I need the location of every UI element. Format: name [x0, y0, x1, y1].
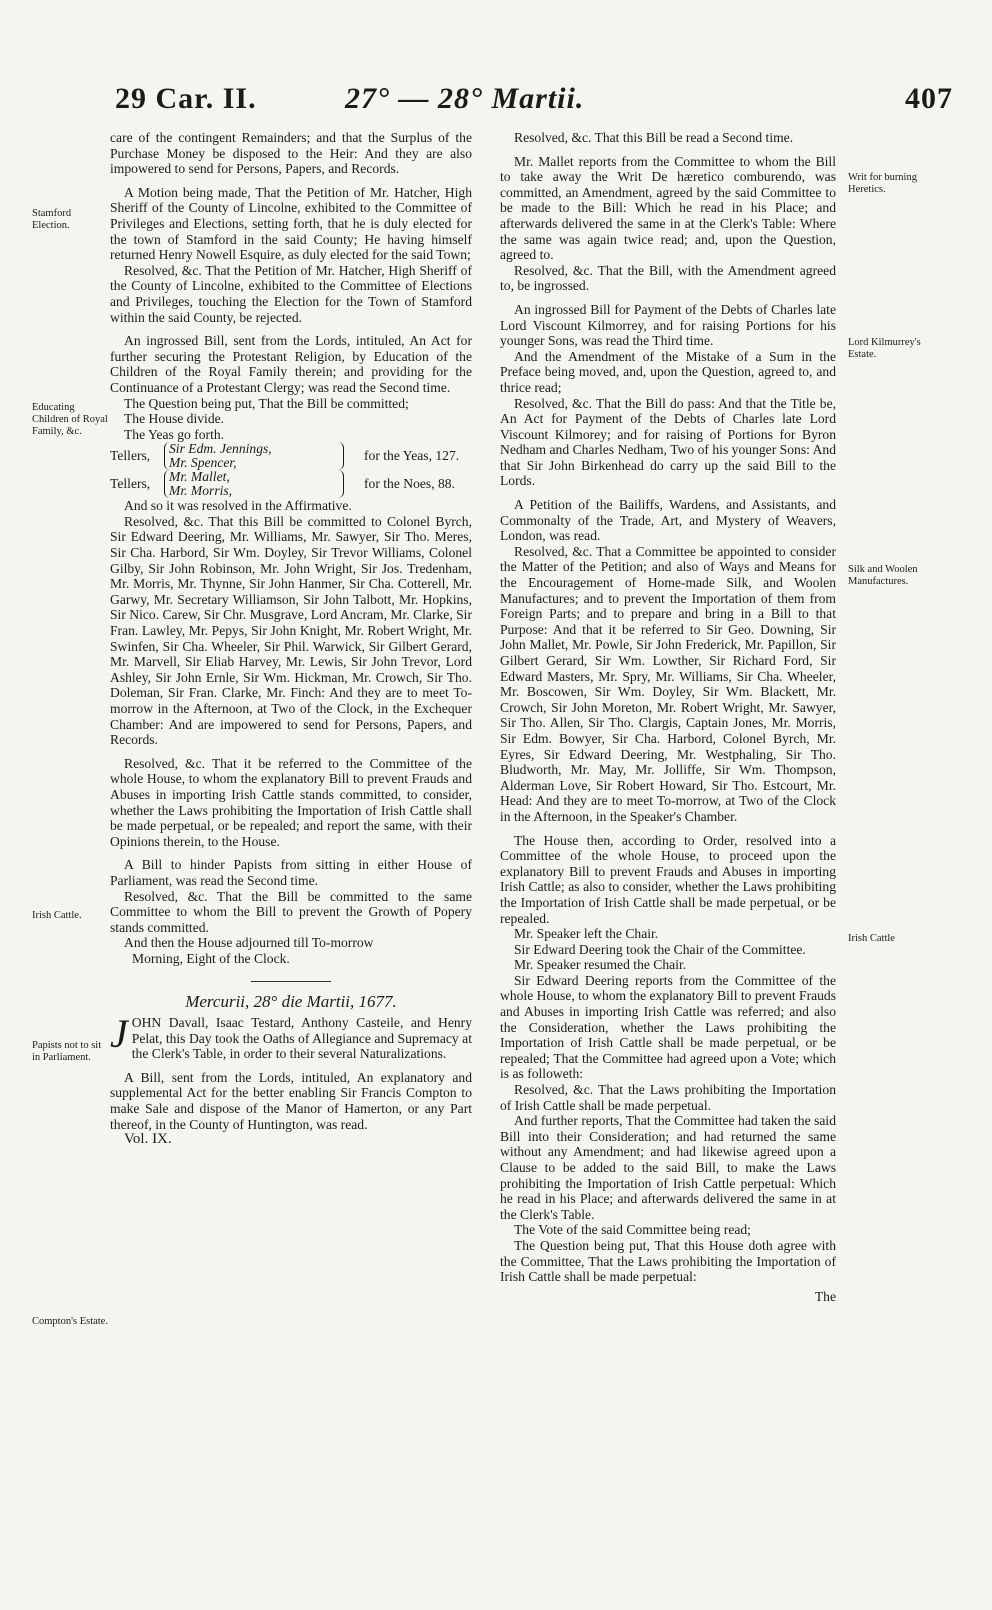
- paragraph: Resolved, &c. That this Bill be committed to Colonel Byrch, Sir Edward Deering, Mr. Williams, Mr. Sawyer, Sir Tho. Meres, Sir Cha. Harbord, Sir Wm. Doyley, Sir Trevor Williams, Colonel Gilby, Sir John Robinson, Mr. John Wright, Sir Jos. Tredenham, Mr. Morris, Mr. Thynne, Sir John Hanmer, Sir Cha. Cotterell, Mr. Garwy, Mr. Secretary Williamson, Sir John Talbott, Mr. Hopkins, Sir Nico. Carew, Sir Chr. Musgrave, Lord Ancram, Mr. Clarke, Sir Fran. Lawley, Mr. Pepys, Sir John Knight, Mr. Robert Wright, Mr. Swinfen, Sir Cha. Wheeler, Sir Phil. Warwick, Sir Gilbert Gerard, Mr. Marvell, Sir Eliab Harvey, Mr. Lewis, Sir John Trevor, Lord Ashley, Sir John Ernle, Sir Wm. Hickman, Mr. Crowch, Sir Tho. Doleman, Sir Fran. Clarke, Mr. Finch: And they are to meet To-morrow in the Afternoon, at Two of the Clock, in the Exchequer Chamber: And are impowered to send for Persons, Papers, and Records.: [110, 513, 472, 748]
- paragraph: care of the contingent Remainders; and that the Surplus of the Purchase Money be disposed to the Heir: And they are also impowered to send for Persons, Papers, and Records.: [110, 130, 472, 177]
- paragraph: [110, 1011, 472, 1062]
- paragraph: The Question being put, That this House doth agree with the Committee, That the Laws prohibiting the Importation of Irish Cattle shall be made perpetual:: [500, 1237, 836, 1285]
- brace: [319, 442, 344, 470]
- day-heading: Mercurii, 28° die Martii, 1677.: [185, 991, 397, 1011]
- paragraph: An ingrossed Bill for Payment of the Debts of Charles late Lord Viscount Kilmorrey, and for raising Portions for his younger Sons, was read the Third time.: [500, 301, 836, 349]
- tellers-yeas: [110, 442, 472, 470]
- paragraph: Resolved, &c. That the Bill, with the Amendment agreed to, be ingrossed.: [500, 262, 836, 294]
- side-note-irish-cattle: Irish Cattle.: [32, 910, 82, 921]
- tellers-label: Tellers,: [110, 476, 151, 492]
- teller-name: Mr. Morris,: [169, 483, 233, 499]
- paragraph: The House divide.: [124, 411, 225, 427]
- brace: [319, 470, 344, 498]
- paragraph: Mr. Speaker resumed the Chair.: [514, 957, 687, 973]
- paragraph: Sir Edward Deering took the Chair of the Committee.: [514, 941, 806, 957]
- paragraph: And the Amendment of the Mistake of a Sum in the Preface being moved, and, upon the Question, agreed to, and thrice read;: [500, 348, 836, 395]
- paragraph: The Yeas go forth.: [124, 426, 225, 442]
- paragraph: Resolved, &c. That it be referred to the Committee of the whole House, to whom the explanatory Bill to prevent Frauds and Abuses in importing Irish Cattle stands committed, to consider, whether the Laws prohibiting the Importation of Irish Cattle shall be made perpetual, or be repealed; and report the same, with their Opinions therein, to the House.: [110, 755, 472, 849]
- adjournment: [110, 935, 472, 966]
- paragraph-text: OHN Davall, Isaac Testard, Anthony Casteile, and Henry Pelat, this Day took the Oaths of Allegiance and Supremacy at the Clerk's Table, in order to their several Naturalizations.: [131, 1015, 472, 1062]
- paragraph: The Question being put, That the Bill be committed;: [124, 395, 409, 411]
- paragraph: Sir Edward Deering reports from the Committee of the whole House, to whom the explanatory Bill to prevent Frauds and Abuses in importing Irish Cattle was referred; and also the Consideration, whether the Laws prohibiting the Importation of Irish Cattle shall be made perpetual, or be repealed; That the Committee had agreed upon a Vote; which is as followeth:: [500, 972, 837, 1082]
- adjournment-line: Morning, Eight of the Clock.: [132, 950, 290, 966]
- volume-signature: Vol. IX.: [124, 1131, 172, 1148]
- side-note-silk-woolen: Silk and Woolen Manufactures.: [848, 564, 918, 587]
- drop-cap: J: [110, 1011, 128, 1057]
- teller-name: Mr. Mallet,: [169, 469, 230, 485]
- paragraph: Resolved, &c. That the Laws prohibiting the Importation of Irish Cattle shall be made perpetual.: [500, 1082, 836, 1113]
- paragraph: Mr. Mallet reports from the Committee to whom the Bill to take away the Writ De hæretico comburendo, was committed, an Amendment, agreed by the said Committee to be made to the Bill: Which he read in his Place; and afterwards delivered the same in at the Clerk's Table: Where the same was again twice read; and, upon the Question, agreed to.: [500, 153, 836, 263]
- side-note-kilmurrey: Lord Kilmurrey's Estate.: [848, 337, 921, 360]
- paragraph: A Motion being made, That the Petition of Mr. Hatcher, High Sheriff of the County of Lincolne, exhibited to the Committee of Privileges and Elections, setting forth, that he is duly elected for the town of Stamford in the said County; He having himself returned Henry Nowell Esquire, as duly elected for the said Town;: [110, 184, 472, 263]
- tellers-result: for the Yeas, 127.: [364, 448, 460, 464]
- side-note-irish-cattle-right: Irish Cattle: [848, 933, 895, 944]
- teller-name: Mr. Spencer,: [169, 455, 237, 471]
- teller-name: Sir Edm. Jennings,: [169, 441, 272, 457]
- paragraph: Resolved, &c. That a Committee be appointed to consider the Matter of the Petition; and also of Ways and Means for the Encouragement of Home-made Silk, and Woolen Manufactures; and to prevent the Importation of them from Foreign Parts; and to prepare and bring in a Bill to that Purpose: And that it be referred to Sir Geo. Downing, Sir John Mallet, Mr. Powle, Sir John Frederick, Mr. Papillon, Sir Gilbert Gerard, Sir Wm. Lowther, Sir Richard Ford, Sir Edward Masters, Mr. Spry, Mr. Williams, Sir Cha. Wheeler, Mr. Boscowen, Sir Wm. Doyley, Sir Wm. Blackett, Mr. Crowch, Sir John Moreton, Mr. Robert Wright, Mr. Sawyer, Sir Tho. Allen, Sir Tho. Clargis, Captain Jones, Mr. Morris, Sir Edm. Bowyer, Sir Cha. Harbord, Colonel Byrch, Mr. Eyres, Sir Edward Deering, Mr. Westphaling, Sir Tho. Bludworth, Mr. May, Mr. Jolliffe, Sir Wm. Thompson, Alderman Love, Sir Robert Howard, Sir Tho. Estcourt, Mr. Head: And they are to meet To-morrow, at Two of the Clock in the Afternoon, in the Speaker's Chamber.: [500, 543, 836, 824]
- tellers-label: Tellers,: [110, 448, 151, 464]
- side-note-stamford: Stamford Election.: [32, 208, 72, 231]
- catchword: The: [814, 1288, 836, 1304]
- paragraph: And further reports, That the Committee had taken the said Bill into their Consideration; and had returned the same without any Amendment; and had likewise agreed upon a Clause to be added to the said Bill, to make the Laws prohibiting the Importation of Irish Cattle perpetual: Which he read in his Place; and afterwards delivered the same in at the Clerk's Table.: [500, 1113, 836, 1222]
- paragraph: Resolved, &c. That the Petition of Mr. Hatcher, High Sheriff of the County of Lincolne, exhibited to the Committee of Elections and Privileges, touching the Election for the Town of Stamford within the said County, be rejected.: [110, 262, 472, 325]
- paragraph: The House then, according to Order, resolved into a Committee of the whole House, to proceed upon the explanatory Bill to prevent Frauds and Abuses in importing Irish Cattle; as also to consider, whether the Laws prohibiting the Importation of Irish Cattle shall be made perpetual, or be repealed.: [500, 832, 836, 926]
- side-note-papists: Papists not to sit in Parliament.: [32, 1040, 102, 1063]
- side-note-compton: Compton's Estate.: [32, 1316, 108, 1327]
- paragraph: The Vote of the said Committee being read;: [514, 1222, 751, 1238]
- tellers-noes: [110, 470, 472, 498]
- tellers-result: for the Noes, 88.: [364, 476, 455, 492]
- side-note-royal-children: Educating Children of Royal Family, &c.: [32, 402, 108, 437]
- paragraph: And so it was resolved in the Affirmative.: [124, 498, 352, 514]
- paragraph: A Bill, sent from the Lords, intituled, An explanatory and supplemental Act for the better enabling Sir Francis Compton to make Sale and dispose of the Manor of Hamerton, or any Part thereof, in the County of Huntington, was read.: [110, 1069, 472, 1132]
- paragraph: A Bill to hinder Papists from sitting in either House of Parliament, was read the Second time.: [110, 857, 472, 888]
- page-number: 407: [905, 82, 953, 115]
- paragraph: Resolved, &c. That the Bill do pass: And that the Title be, An Act for Payment of the Debts of Charles late Lord Viscount Kilmorey; and for raising of Portions for Byron Nedham and Charles Nedham, Two of his younger Sons: And that Sir John Birkenhead do carry up the said Bill to the Lords.: [500, 395, 836, 489]
- paragraph: An ingrossed Bill, sent from the Lords, intituled, An Act for further securing the Protestant Religion, by Education of the Children of the Royal Family therein; and providing for the Continuance of a Protestant Clergy; was read the Second time.: [110, 333, 472, 395]
- left-column: [110, 130, 472, 1148]
- paragraph: A Petition of the Bailiffs, Wardens, and Assistants, and Commonalty of the Trade, Art, and Mystery of Weavers, London, was read.: [500, 497, 836, 544]
- paragraph: Mr. Speaker left the Chair.: [514, 926, 659, 942]
- running-head-dates: 27° — 28° Martii.: [345, 82, 585, 115]
- running-head-regnal-year: 29 Car. II.: [115, 82, 257, 115]
- paragraph: Resolved, &c. That the Bill be committed to the same Committee to whom the Bill to prevent the Growth of Popery stands committed.: [110, 888, 472, 935]
- adjournment-line: And then the House adjourned till To-morrow: [124, 935, 374, 951]
- paragraph: Resolved, &c. That this Bill be read a Second time.: [514, 130, 794, 145]
- right-column: [500, 130, 836, 1304]
- section-rule: [251, 981, 331, 982]
- side-note-writ-heretics: Writ for burning Heretics.: [848, 172, 917, 195]
